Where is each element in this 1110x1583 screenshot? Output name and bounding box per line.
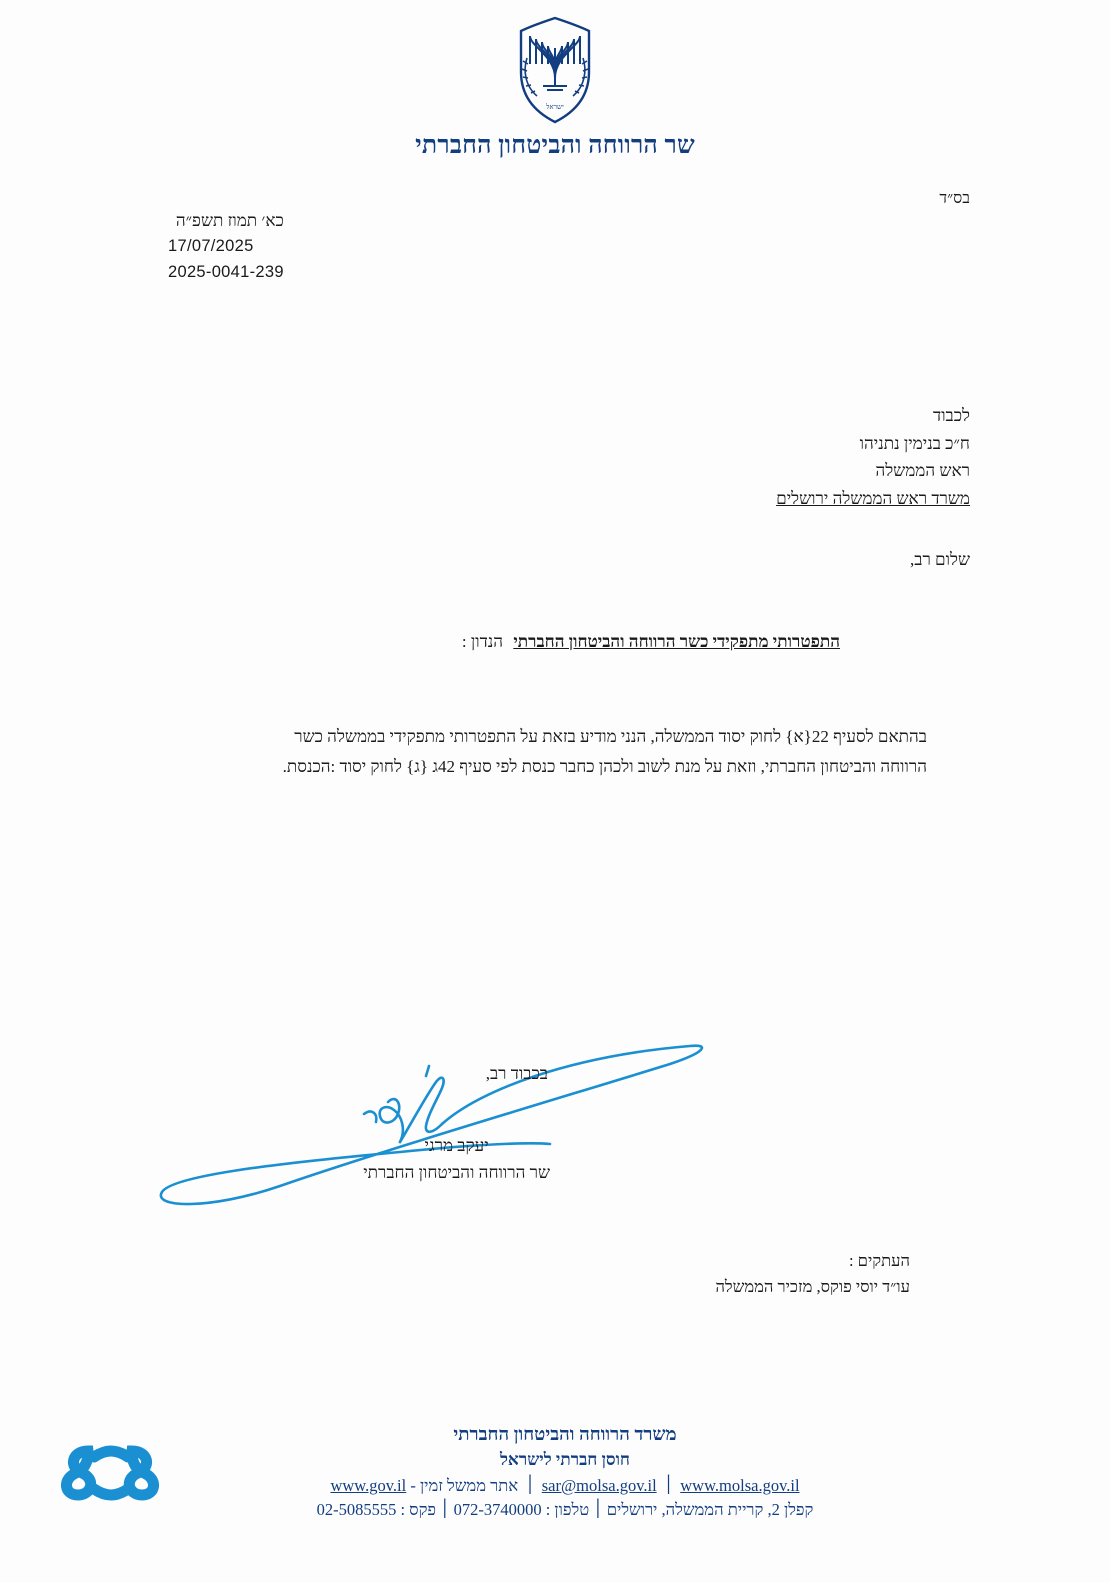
addressee-line-4: משרד ראש הממשלה ירושלים bbox=[776, 488, 970, 508]
copies-line-1: עו״ד יוסי פוקס, מזכיר הממשלה bbox=[715, 1277, 910, 1297]
subject-value: התפטרותי מתפקידי כשר הרווחה והביטחון החברתי bbox=[513, 632, 840, 651]
footer-gov-label: אתר ממשל זמין - bbox=[410, 1475, 519, 1495]
signature-name: יעקב מרגי bbox=[424, 1135, 489, 1155]
signature-block bbox=[363, 1060, 550, 1187]
gregorian-date: 17/07/2025 bbox=[168, 237, 254, 256]
state-emblem-icon bbox=[507, 14, 603, 126]
addressee-line-1: לכבוד bbox=[933, 406, 970, 425]
letterhead-title: שר הרווחה והביטחון החברתי bbox=[415, 132, 695, 159]
greeting-text: שלום רב, bbox=[910, 550, 970, 569]
svg-text:ישראל: ישראל bbox=[546, 103, 564, 111]
footer-links: www.molsa.gov.il ׀ sar@molsa.gov.il ׀ אתר ממשל זמין - www.gov.il bbox=[330, 1475, 800, 1495]
footer-address-phone: קפלן 2, קריית הממשלה, ירושלים ׀ טלפון : 072-3740000 ׀ פקס : 02-5085555 bbox=[316, 1500, 814, 1520]
footer-text-block bbox=[180, 1423, 950, 1523]
reference-number: 2025-0041-239 bbox=[168, 262, 284, 281]
subject-line bbox=[462, 632, 840, 652]
subject-label: הנדון : bbox=[461, 632, 504, 651]
addressee-line-2: ח״כ בנימין נתניהו bbox=[859, 433, 970, 453]
copies-label: העתקים : bbox=[848, 1251, 910, 1270]
footer-tagline: חוסן חברתי לישראל bbox=[499, 1449, 630, 1469]
footer-ministry: משרד הרווחה והביטחון החברתי bbox=[453, 1424, 677, 1445]
molsa-knot-logo-icon bbox=[58, 1427, 162, 1519]
signature-role: שר הרווחה והביטחון החברתי bbox=[363, 1163, 550, 1183]
bsd-text: בס״ד bbox=[939, 190, 970, 207]
footer-email-link[interactable]: sar@molsa.gov.il bbox=[541, 1475, 657, 1495]
copies-block bbox=[715, 1248, 910, 1301]
footer-site-link[interactable]: www.molsa.gov.il bbox=[680, 1475, 800, 1495]
signature-closing: בכבוד רב, bbox=[485, 1064, 548, 1083]
hebrew-date: כ‏א׳ תמוז תשפ״ה bbox=[175, 211, 284, 230]
addressee-line-3: ראש הממשלה bbox=[875, 461, 970, 481]
addressee-block bbox=[776, 402, 970, 512]
page-footer bbox=[0, 1419, 1110, 1539]
footer-gov-link[interactable]: www.gov.il bbox=[330, 1475, 407, 1495]
date-block bbox=[168, 208, 284, 285]
body-paragraph: בהתאם לסעיף 22{א} לחוק יסוד הממשלה, הנני מודיע בזאת על התפטרותי מתפקידי בממשלה כשר הרווחה והביטחון החברתי, וזאת על מנת לשוב ולכהן כחבר כנסת לפי סעיף 42ג {ג} לחוק יסוד :הכנסת. bbox=[282, 727, 927, 777]
